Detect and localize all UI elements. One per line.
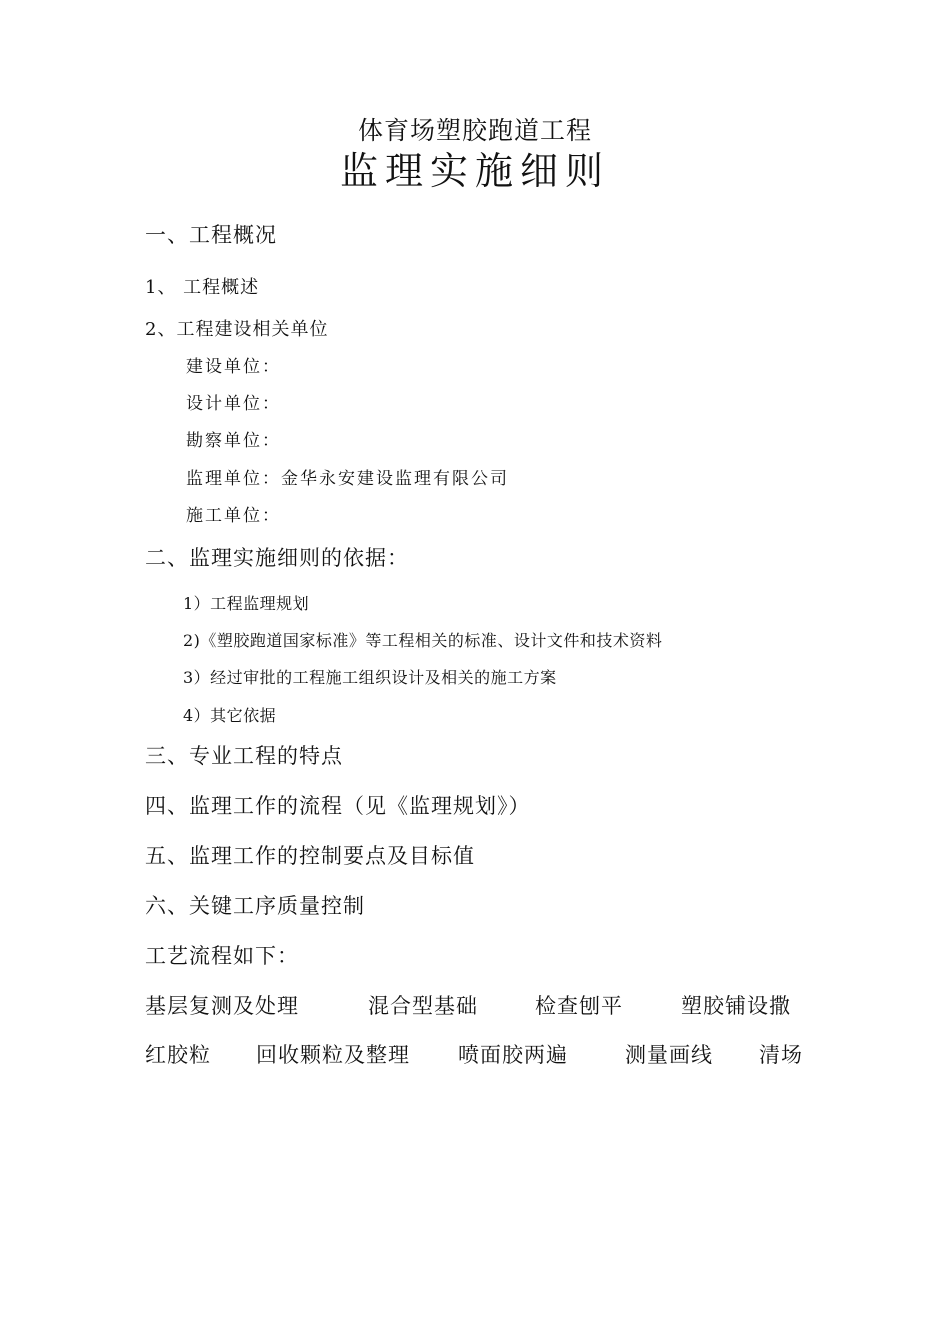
section-5-heading: 五、监理工作的控制要点及目标值 xyxy=(145,844,475,868)
basis-item-4: 4）其它依据 xyxy=(183,706,277,725)
process-step-4: 塑胶铺设撒 xyxy=(681,994,791,1018)
unit-construction: 建设单位： xyxy=(186,357,281,377)
document-subtitle: 体育场塑胶跑道工程 xyxy=(357,116,592,145)
process-step-6: 回收颗粒及整理 xyxy=(256,1043,410,1067)
process-step-8: 测量画线 xyxy=(625,1043,713,1067)
section-1-heading: 一、工程概况 xyxy=(145,223,277,247)
basis-item-2: 2)《塑胶跑道国家标准》等工程相关的标准、设计文件和技术资料 xyxy=(183,631,663,650)
section-3-heading: 三、专业工程的特点 xyxy=(145,744,343,768)
process-step-9: 清场 xyxy=(759,1043,803,1067)
section-1-item-1: 1、 工程概述 xyxy=(145,277,260,298)
process-step-1: 基层复测及处理 xyxy=(145,994,299,1018)
section-2-heading: 二、监理实施细则的依据： xyxy=(145,546,409,570)
section-4-heading: 四、监理工作的流程（见《监理规划》） xyxy=(145,794,531,818)
unit-supervision: 监理单位：金华永安建设监理有限公司 xyxy=(186,469,509,489)
process-step-3: 检查刨平 xyxy=(535,994,623,1018)
process-step-7: 喷面胶两遍 xyxy=(458,1043,568,1067)
unit-contractor: 施工单位： xyxy=(186,506,281,526)
section-6-heading: 六、关键工序质量控制 xyxy=(145,894,365,918)
process-intro: 工艺流程如下： xyxy=(145,944,299,968)
unit-survey: 勘察单位： xyxy=(186,431,281,451)
section-1-item-2: 2、工程建设相关单位 xyxy=(145,319,329,340)
process-step-2: 混合型基础 xyxy=(368,994,478,1018)
process-step-5: 红胶粒 xyxy=(145,1043,211,1067)
basis-item-3: 3）经过审批的工程施工组织设计及相关的施工方案 xyxy=(183,668,557,687)
unit-design: 设计单位： xyxy=(186,394,281,414)
document-title: 监理实施细则 xyxy=(339,149,610,193)
basis-item-1: 1）工程监理规划 xyxy=(183,594,310,613)
